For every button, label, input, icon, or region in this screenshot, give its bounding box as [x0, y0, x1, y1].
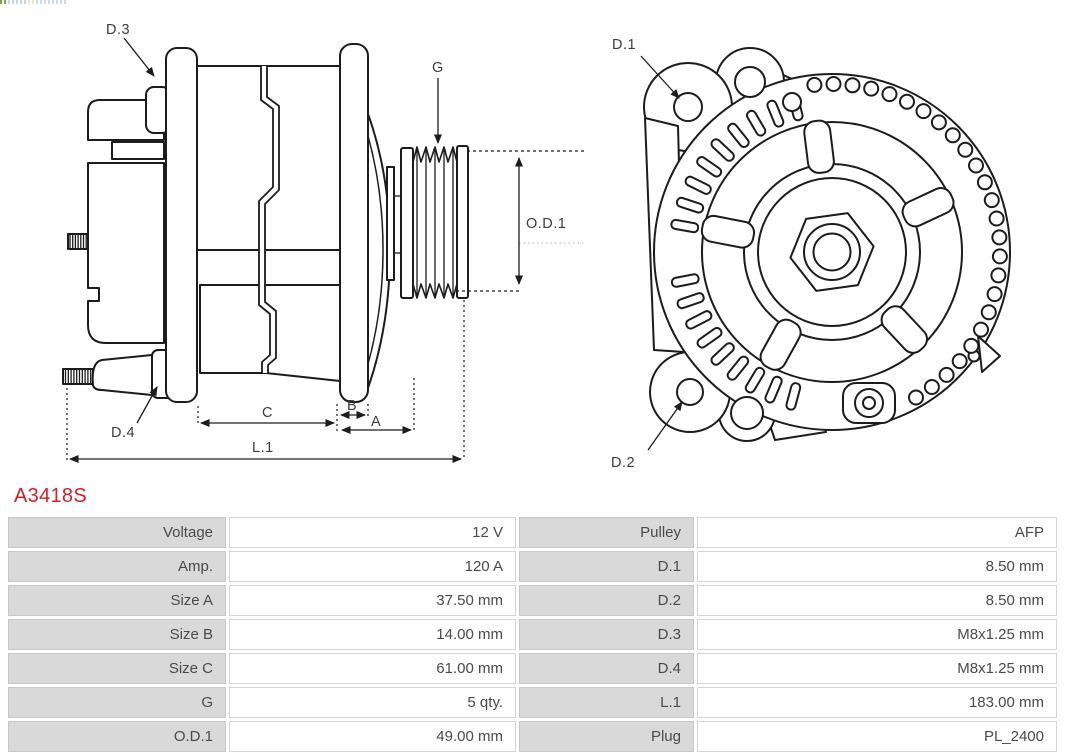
spec-value-cell: 8.50 mm [697, 551, 1057, 582]
spec-label-cell: D.4 [519, 653, 694, 684]
spec-row [8, 517, 1057, 548]
spec-value-cell: 12 V [229, 517, 516, 548]
spec-label-cell: Size B [8, 619, 226, 650]
spec-label-cell: Size A [8, 585, 226, 616]
spec-value-cell: 120 A [229, 551, 516, 582]
spec-label-cell: G [8, 687, 226, 718]
spec-row [8, 619, 1057, 650]
dimension-label-a: A [371, 414, 382, 430]
spec-label-cell: Voltage [8, 517, 226, 548]
spec-value-cell: M8x1.25 mm [697, 619, 1057, 650]
dimension-label-od1: O.D.1 [526, 216, 567, 232]
bottom-right-hole [863, 397, 875, 409]
dimension-label-b: B [347, 398, 358, 414]
spec-value-cell: 14.00 mm [229, 619, 516, 650]
mount-hole-top3 [783, 93, 801, 111]
d3-leader-line [124, 38, 154, 76]
dimension-label-d4: D.4 [111, 425, 136, 441]
front-cone-inner [368, 136, 383, 364]
spec-table [5, 514, 1060, 755]
spec-row [8, 687, 1057, 718]
spec-row [8, 551, 1057, 582]
spec-row [8, 585, 1057, 616]
spec-label-cell: L.1 [519, 687, 694, 718]
dimension-label-c: C [262, 405, 273, 421]
spec-label-cell: O.D.1 [8, 721, 226, 752]
front-view-drawing [611, 37, 1010, 471]
spec-label-cell: D.3 [519, 619, 694, 650]
part-number: A3418S [14, 485, 87, 507]
spec-value-cell: 8.50 mm [697, 585, 1057, 616]
stator-upper [197, 66, 340, 250]
dimension-label-l1: L.1 [252, 440, 274, 456]
spec-value-cell: PL_2400 [697, 721, 1057, 752]
rear-cover-body [88, 163, 164, 343]
spec-row [8, 653, 1057, 684]
dimension-label-g: G [432, 60, 444, 76]
spec-value-cell: 37.50 mm [229, 585, 516, 616]
dimension-label-d2: D.2 [611, 455, 636, 471]
rear-bracket [166, 48, 197, 402]
mount-hole-bottom2 [731, 397, 763, 429]
pulley-flange-right [457, 146, 468, 298]
pulley-flange-left [401, 148, 413, 298]
spec-value-cell: M8x1.25 mm [697, 653, 1057, 684]
dimension-label-d1: D.1 [612, 37, 637, 53]
side-view-drawing [63, 22, 584, 460]
rear-cover-slot [112, 142, 164, 159]
mount-hole-d2 [677, 379, 703, 405]
spec-row [8, 721, 1057, 752]
spec-label-cell: Amp. [8, 551, 226, 582]
spec-value-cell: 183.00 mm [697, 687, 1057, 718]
dimension-label-d3: D.3 [106, 22, 131, 38]
shaft-end [814, 234, 851, 271]
stud-thread-hatch [66, 235, 91, 384]
mount-hole-top2 [735, 67, 765, 97]
spec-value-cell: AFP [697, 517, 1057, 548]
front-bracket [340, 44, 368, 402]
spec-table-body [8, 517, 1057, 752]
spec-label-cell: Plug [519, 721, 694, 752]
right-tab [978, 336, 1000, 372]
shaft-spacer [387, 167, 394, 280]
spec-label-cell: Pulley [519, 517, 694, 548]
spec-value-cell: 61.00 mm [229, 653, 516, 684]
spec-value-cell: 5 qty. [229, 687, 516, 718]
spec-label-cell: Size C [8, 653, 226, 684]
spec-value-cell: 49.00 mm [229, 721, 516, 752]
pulley-grooves [413, 147, 457, 298]
spec-label-cell: D.2 [519, 585, 694, 616]
spec-label-cell: D.1 [519, 551, 694, 582]
